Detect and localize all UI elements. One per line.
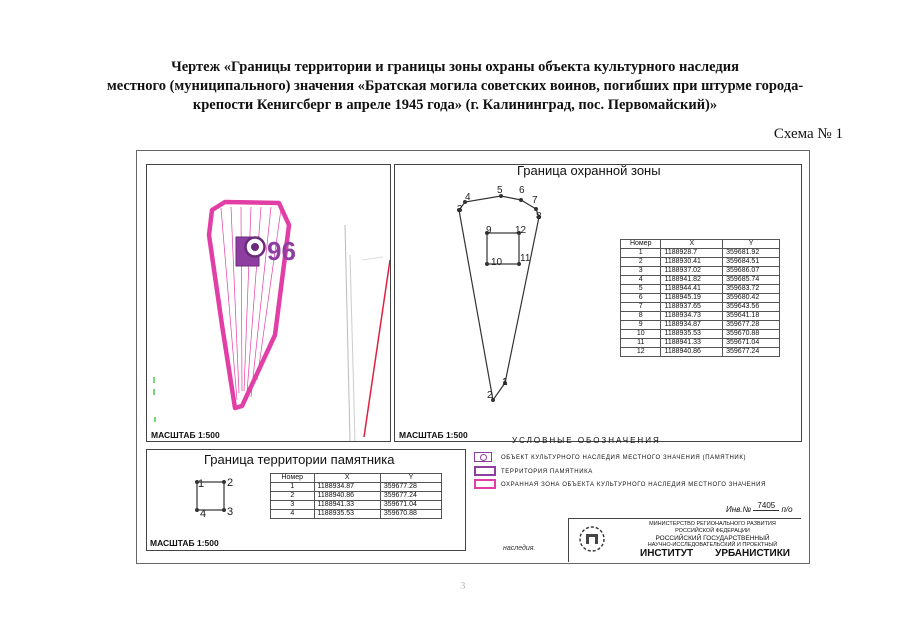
y-coordinate-cell: 359677.28 bbox=[723, 321, 780, 330]
zone-point-label: 6 bbox=[519, 185, 525, 196]
zone-point-label: 4 bbox=[465, 192, 471, 203]
table-row bbox=[621, 258, 780, 267]
inv-number: 7405 bbox=[753, 501, 779, 511]
x-coordinate-cell: 1188928.7 bbox=[661, 249, 723, 258]
table-header: Номер bbox=[621, 240, 661, 249]
y-coordinate-cell: 359671.04 bbox=[380, 501, 441, 510]
legend-item: ОХРАННАЯ ЗОНА ОБЪЕКТА КУЛЬТУРНОГО НАСЛЕДИЯ МЕСТНОГО ЗНАЧЕНИЯ bbox=[501, 482, 767, 488]
institute-word-a: ИНСТИТУТ bbox=[640, 548, 694, 559]
object-number: 96 bbox=[267, 236, 296, 266]
table-row bbox=[271, 510, 442, 519]
institute-name bbox=[640, 548, 790, 559]
institute-word-b: УРБАНИСТИКИ bbox=[715, 548, 790, 559]
table-row bbox=[271, 501, 442, 510]
point-number-cell: 10 bbox=[621, 330, 661, 339]
table-row bbox=[271, 483, 442, 492]
y-coordinate-cell: 359684.51 bbox=[723, 258, 780, 267]
org-line: НАУЧНО-ИССЛЕДОВАТЕЛЬСКИЙ И ПРОЕКТНЫЙ bbox=[647, 542, 778, 548]
protection-zone-outline bbox=[209, 202, 289, 408]
y-coordinate-cell: 359671.04 bbox=[723, 339, 780, 348]
table-row bbox=[621, 276, 780, 285]
point-number-cell: 3 bbox=[271, 501, 315, 510]
x-coordinate-cell: 1188941.33 bbox=[661, 339, 723, 348]
table-row bbox=[271, 492, 442, 501]
zone-point-label: 1 bbox=[502, 377, 508, 388]
point-number-cell: 5 bbox=[621, 285, 661, 294]
inventory-number bbox=[726, 501, 793, 514]
red-boundary-line bbox=[364, 260, 390, 437]
y-coordinate-cell: 359680.42 bbox=[723, 294, 780, 303]
table-row bbox=[621, 285, 780, 294]
zone-panel-title: Граница охранной зоны bbox=[517, 164, 661, 178]
table-header: X bbox=[661, 240, 723, 249]
table-header: Y bbox=[380, 474, 441, 483]
legend-item: ОБЪЕКТ КУЛЬТУРНОГО НАСЛЕДИЯ МЕСТНОГО ЗНАЧЕНИЯ (ПАМЯТНИК) bbox=[501, 455, 747, 461]
x-coordinate-cell: 1188930.41 bbox=[661, 258, 723, 267]
zone-vertices bbox=[457, 194, 541, 402]
y-coordinate-cell: 359670.88 bbox=[380, 510, 441, 519]
x-coordinate-cell: 1188934.73 bbox=[661, 312, 723, 321]
zone-point-label: 8 bbox=[536, 211, 542, 222]
x-coordinate-cell: 1188934.87 bbox=[314, 483, 380, 492]
point-number-cell: 6 bbox=[621, 294, 661, 303]
monument-point-label: 1 bbox=[198, 478, 205, 490]
point-number-cell: 12 bbox=[621, 348, 661, 357]
monument-coordinates-table bbox=[270, 473, 442, 519]
zone-point-label: 9 bbox=[486, 225, 492, 236]
point-number-cell: 4 bbox=[621, 276, 661, 285]
org-line: РОССИЙСКОЙ ФЕДЕРАЦИИ bbox=[675, 528, 750, 534]
monument-panel-title: Граница территории памятника bbox=[204, 452, 395, 467]
zone-point-label: 10 bbox=[491, 257, 503, 268]
document-title bbox=[60, 58, 850, 115]
monument-point-label: 2 bbox=[227, 477, 234, 489]
org-line: МИНИСТЕРСТВО РЕГИОНАЛЬНОГО РАЗВИТИЯ bbox=[649, 521, 776, 527]
legend-heading: УСЛОВНЫЕ ОБОЗНАЧЕНИЯ bbox=[512, 436, 661, 445]
table-header: Y bbox=[723, 240, 780, 249]
zone-point-label: 5 bbox=[497, 185, 503, 196]
inv-suffix: п/о bbox=[781, 505, 793, 514]
y-coordinate-cell: 359685.74 bbox=[723, 276, 780, 285]
institute-logo-icon bbox=[574, 524, 610, 554]
monument-point-label: 4 bbox=[200, 508, 207, 520]
table-row bbox=[621, 249, 780, 258]
x-coordinate-cell: 1188937.02 bbox=[661, 267, 723, 276]
monument-scale-label: МАСШТАБ 1:500 bbox=[150, 538, 219, 548]
y-coordinate-cell: 359683.72 bbox=[723, 285, 780, 294]
x-coordinate-cell: 1188941.82 bbox=[661, 276, 723, 285]
org-line: РОССИЙСКИЙ ГОСУДАРСТВЕННЫЙ bbox=[655, 535, 770, 542]
table-row bbox=[621, 294, 780, 303]
x-coordinate-cell: 1188944.41 bbox=[661, 285, 723, 294]
monument-drawing bbox=[147, 450, 267, 550]
y-coordinate-cell: 359670.88 bbox=[723, 330, 780, 339]
zone-point-label: 12 bbox=[515, 225, 527, 236]
point-number-cell: 7 bbox=[621, 303, 661, 312]
table-header: X bbox=[314, 474, 380, 483]
y-coordinate-cell: 359643.56 bbox=[723, 303, 780, 312]
scheme-label: Схема № 1 bbox=[773, 126, 843, 142]
table-row bbox=[621, 348, 780, 357]
y-coordinate-cell: 359677.28 bbox=[380, 483, 441, 492]
y-coordinate-cell: 359677.24 bbox=[723, 348, 780, 357]
footer-note: наследия. bbox=[503, 545, 536, 552]
point-number-cell: 2 bbox=[271, 492, 315, 501]
monument-point-label: 3 bbox=[227, 506, 234, 518]
zone-point-label: 7 bbox=[532, 195, 538, 206]
zone-point-label: 2 bbox=[487, 390, 493, 401]
title-line-1: Чертеж «Границы территории и границы зоны охраны объекта культурного наследия bbox=[171, 59, 739, 75]
point-number-cell: 2 bbox=[621, 258, 661, 267]
x-coordinate-cell: 1188940.86 bbox=[661, 348, 723, 357]
point-number-cell: 1 bbox=[621, 249, 661, 258]
point-number-cell: 4 bbox=[271, 510, 315, 519]
y-coordinate-cell: 359677.24 bbox=[380, 492, 441, 501]
x-coordinate-cell: 1188941.33 bbox=[314, 501, 380, 510]
page-number: 3 bbox=[460, 580, 466, 592]
inv-label: Инв.№ bbox=[726, 505, 752, 514]
legend-zone-swatch bbox=[474, 479, 496, 489]
title-line-3: крепости Кенигсберг в апреле 1945 года» (г. Калининград, пос. Первомайский)» bbox=[192, 97, 718, 113]
point-number-cell: 11 bbox=[621, 339, 661, 348]
y-coordinate-cell: 359641.18 bbox=[723, 312, 780, 321]
zone-scale-label: МАСШТАБ 1:500 bbox=[399, 430, 468, 440]
point-number-cell: 8 bbox=[621, 312, 661, 321]
table-row bbox=[621, 267, 780, 276]
x-coordinate-cell: 1188945.19 bbox=[661, 294, 723, 303]
table-row bbox=[621, 330, 780, 339]
x-coordinate-cell: 1188934.87 bbox=[661, 321, 723, 330]
zone-point-label: 11 bbox=[520, 253, 531, 264]
title-line-2: местного (муниципального) значения «Братская могила советских воинов, погибших при штурме города- bbox=[106, 78, 804, 94]
point-number-cell: 3 bbox=[621, 267, 661, 276]
map-scale-label: МАСШТАБ 1:500 bbox=[151, 430, 220, 440]
table-row bbox=[621, 312, 780, 321]
table-row bbox=[621, 339, 780, 348]
zone-point-label: 3 bbox=[457, 204, 463, 215]
point-number-cell: 1 bbox=[271, 483, 315, 492]
map-panel bbox=[146, 164, 391, 442]
y-coordinate-cell: 359686.07 bbox=[723, 267, 780, 276]
x-coordinate-cell: 1188940.86 bbox=[314, 492, 380, 501]
table-row bbox=[621, 321, 780, 330]
x-coordinate-cell: 1188937.65 bbox=[661, 303, 723, 312]
x-coordinate-cell: 1188935.53 bbox=[661, 330, 723, 339]
legend-territory-swatch bbox=[474, 466, 496, 476]
zone-coordinates-table bbox=[620, 239, 780, 357]
org-text bbox=[630, 521, 795, 549]
monument-panel bbox=[146, 449, 466, 551]
zone-polygon bbox=[459, 196, 539, 400]
x-coordinate-cell: 1188935.53 bbox=[314, 510, 380, 519]
y-coordinate-cell: 359681.92 bbox=[723, 249, 780, 258]
point-number-cell: 9 bbox=[621, 321, 661, 330]
map-drawing bbox=[147, 165, 390, 441]
legend-item: ТЕРРИТОРИЯ ПАМЯТНИКА bbox=[501, 469, 593, 475]
legend-monument-icon bbox=[474, 452, 492, 462]
table-row bbox=[621, 303, 780, 312]
table-header: Номер bbox=[271, 474, 315, 483]
zone-panel bbox=[394, 164, 802, 442]
